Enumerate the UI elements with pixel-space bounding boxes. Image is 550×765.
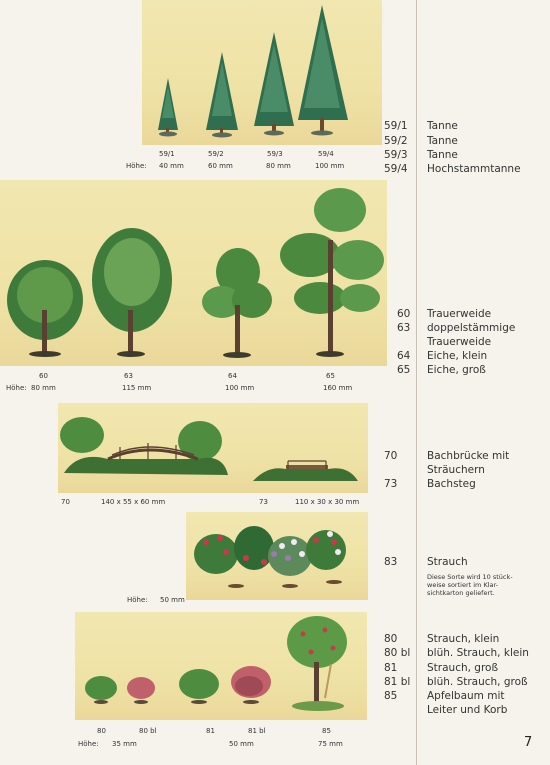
bush-caption-code-4: 81 bl	[248, 727, 266, 735]
tree-item-name-2: doppelstämmige	[427, 322, 516, 334]
fir-trees-illustration	[142, 0, 382, 145]
bridges-photo	[58, 403, 368, 493]
bush-hoehe-label: Höhe:	[78, 740, 99, 748]
tree-caption-height-2: 115 mm	[122, 384, 152, 392]
fir-item-name-1: Tanne	[427, 120, 458, 132]
shrub-caption-height: 50 mm	[160, 596, 185, 604]
fir-caption-code-1: 59/1	[159, 150, 175, 158]
tree-hoehe-label: Höhe:	[6, 384, 27, 392]
bush-item-code-1: 80	[384, 633, 398, 645]
fir-caption-code-4: 59/4	[318, 150, 334, 158]
trees-illustration	[0, 180, 387, 366]
bridge-caption-size-1: 140 x 55 x 60 mm	[101, 498, 166, 506]
bush-caption-height-1: 35 mm	[112, 740, 137, 748]
shrub-item-name: Strauch	[427, 556, 468, 568]
bridges-illustration	[58, 403, 368, 493]
bridge-item-code-3: 73	[384, 478, 398, 490]
bridge-caption-code-2: 73	[259, 498, 268, 506]
tree-item-name-3: Trauerweide	[427, 336, 492, 348]
fir-item-code-1: 59/1	[384, 120, 408, 132]
tree-caption-code-4: 65	[326, 372, 335, 380]
fir-caption-code-2: 59/2	[208, 150, 224, 158]
tree-item-code-2: 63	[397, 322, 411, 334]
fir-caption-height-1: 40 mm	[159, 162, 184, 170]
tree-item-code-1: 60	[397, 308, 411, 320]
bush-item-name-4: blüh. Strauch, groß	[427, 676, 528, 688]
bush-item-name-3: Strauch, groß	[427, 662, 499, 674]
bush-caption-code-2: 80 bl	[139, 727, 157, 735]
fir-trees-photo	[142, 0, 382, 145]
fir-item-code-2: 59/2	[384, 135, 408, 147]
tree-item-name-1: Trauerweide	[427, 308, 492, 320]
bush-caption-height-2: 50 mm	[229, 740, 254, 748]
shrub-note-line-2: weise sortiert im Klar-	[427, 581, 499, 589]
tree-caption-height-4: 160 mm	[323, 384, 353, 392]
bush-caption-code-5: 85	[322, 727, 331, 735]
fir-item-name-3: Tanne	[427, 149, 458, 161]
fir-item-code-4: 59/4	[384, 163, 408, 175]
fir-item-name-2: Tanne	[427, 135, 458, 147]
trees-photo	[0, 180, 387, 366]
tree-caption-height-3: 100 mm	[225, 384, 255, 392]
bush-item-name-6: Leiter und Korb	[427, 704, 508, 716]
bush-item-name-2: blüh. Strauch, klein	[427, 647, 529, 659]
shrub-hoehe-label: Höhe:	[127, 596, 148, 604]
shrub-note-line-3: sichtkarton geliefert.	[427, 589, 495, 597]
shrub-note-line-1: Diese Sorte wird 10 stück-	[427, 573, 513, 581]
bridge-item-name-3: Bachsteg	[427, 478, 476, 490]
bush-item-code-3: 81	[384, 662, 398, 674]
bush-item-name-1: Strauch, klein	[427, 633, 500, 645]
bushes-photo	[75, 612, 367, 720]
tree-caption-code-3: 64	[228, 372, 237, 380]
fir-caption-height-4: 100 mm	[315, 162, 345, 170]
bridge-item-code-1: 70	[384, 450, 398, 462]
fir-item-name-4: Hochstammtanne	[427, 163, 521, 175]
fir-hoehe-label: Höhe:	[126, 162, 147, 170]
fir-caption-height-3: 80 mm	[266, 162, 291, 170]
bridge-item-name-1: Bachbrücke mit	[427, 450, 510, 462]
tree-item-name-4: Eiche, klein	[427, 350, 488, 362]
shrub-item-code: 83	[384, 556, 398, 568]
tree-item-code-4: 64	[397, 350, 411, 362]
tree-item-name-5: Eiche, groß	[427, 364, 486, 376]
bridge-caption-code-1: 70	[61, 498, 70, 506]
bush-item-code-2: 80 bl	[384, 647, 411, 659]
bush-caption-code-3: 81	[206, 727, 215, 735]
column-divider	[416, 0, 417, 765]
tree-caption-height-1: 80 mm	[31, 384, 56, 392]
bridge-caption-size-2: 110 x 30 x 30 mm	[295, 498, 360, 506]
fir-caption-code-3: 59/3	[267, 150, 283, 158]
tree-caption-code-2: 63	[124, 372, 133, 380]
fir-caption-height-2: 60 mm	[208, 162, 233, 170]
page-number: 7	[524, 735, 533, 750]
bridge-item-name-2: Sträuchern	[427, 464, 485, 476]
tree-item-code-5: 65	[397, 364, 411, 376]
bushes-illustration	[75, 612, 367, 720]
fir-item-code-3: 59/3	[384, 149, 408, 161]
shrub-illustration	[186, 512, 368, 600]
bush-item-code-4: 81 bl	[384, 676, 411, 688]
bush-caption-height-3: 75 mm	[318, 740, 343, 748]
shrub-photo	[186, 512, 368, 600]
bush-item-code-5: 85	[384, 690, 398, 702]
bush-item-name-5: Apfelbaum mit	[427, 690, 505, 702]
bush-caption-code-1: 80	[97, 727, 106, 735]
tree-caption-code-1: 60	[39, 372, 48, 380]
